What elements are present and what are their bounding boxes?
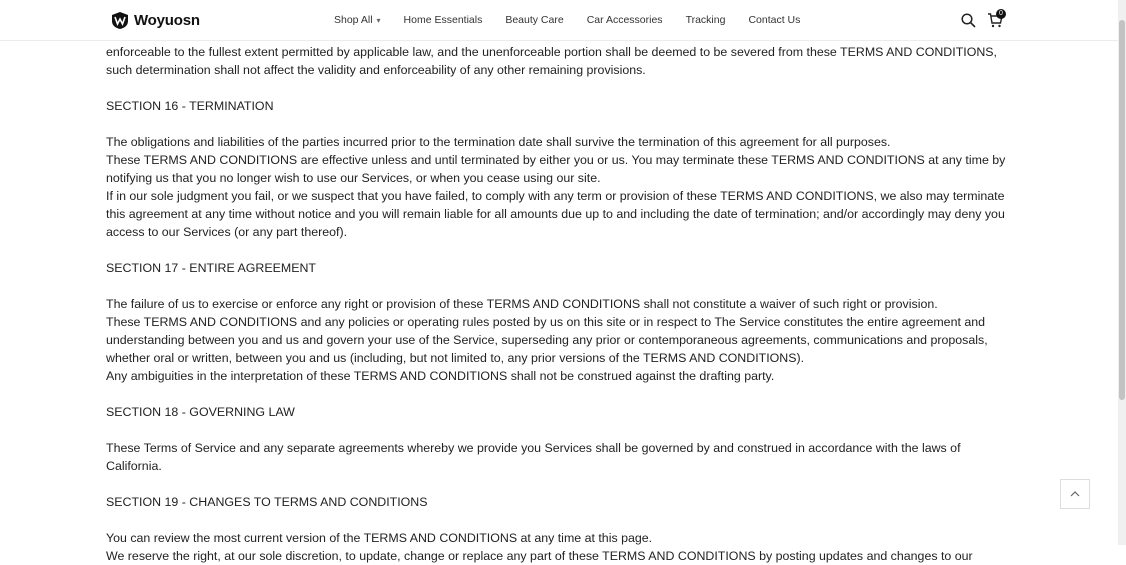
section-16-paragraph-3: If in our sole judgment you fail, or we suspect that you have failed, to comply with any term or provision of these TERMS AND CONDITIONS, we also may terminate this agreement at any time without notice and you will remain liable for all amounts due up to and including the date of termination; and/or accordingly may deny you access to our Services (or any part thereof). (106, 189, 1005, 239)
section-17-paragraph-3: Any ambiguities in the interpretation of these TERMS AND CONDITIONS shall not be construed against the drafting party. (106, 369, 775, 383)
section-16-paragraph-1: The obligations and liabilities of the parties incurred prior to the termination date shall survive the termination of this agreement for all purposes. (106, 135, 891, 149)
section-17-paragraph-1: The failure of us to exercise or enforce any right or provision of these TERMS AND CONDITIONS shall not constitute a waiver of such right or provision. (106, 297, 938, 311)
nav-contact-us[interactable]: Contact Us (748, 14, 801, 26)
severability-paragraph: enforceable to the fullest extent permitted by applicable law, and the unenforceable portion shall be deemed to be severed from these TERMS AND CONDITIONS, such determination shall not affect the validity and enforceability of any other remaining provisions. (106, 45, 997, 77)
nav-shop-all[interactable]: Shop All ▾ (334, 14, 381, 26)
nav-home-essentials[interactable]: Home Essentials (403, 14, 483, 26)
nav-car-accessories[interactable]: Car Accessories (586, 14, 663, 26)
nav-tracking[interactable]: Tracking (685, 14, 726, 26)
chevron-down-icon: ▾ (376, 16, 381, 25)
main-nav (334, 14, 823, 26)
logo-text: Woyuosn (134, 11, 200, 29)
terms-content (106, 25, 1016, 565)
section-19-heading: SECTION 19 - CHANGES TO TERMS AND CONDITIONS (106, 495, 428, 509)
page-scrollbar[interactable] (1118, 0, 1126, 545)
section-19-paragraph-1: You can review the most current version of the TERMS AND CONDITIONS at any time at this page. (106, 531, 653, 545)
nav-beauty-care[interactable]: Beauty Care (505, 14, 564, 26)
site-header (0, 0, 1118, 41)
chevron-up-icon (1070, 491, 1080, 497)
section-16-heading: SECTION 16 - TERMINATION (106, 99, 274, 113)
section-18-paragraph-1: These Terms of Service and any separate agreements whereby we provide you Services shall be governed by and construed in accordance with the laws of California. (106, 441, 961, 473)
section-18-heading: SECTION 18 - GOVERNING LAW (106, 405, 295, 419)
section-17-heading: SECTION 17 - ENTIRE AGREEMENT (106, 261, 316, 275)
back-to-top-button[interactable] (1060, 479, 1090, 509)
search-icon (961, 13, 976, 28)
search-button[interactable] (961, 13, 976, 33)
cart-count-badge: 0 (996, 9, 1006, 19)
logo-icon (110, 10, 130, 30)
section-17-paragraph-2: These TERMS AND CONDITIONS and any policies or operating rules posted by us on this site or in respect to The Service constitutes the entire agreement and understanding between you and us and govern your use of the Service, superseding any prior or contemporaneous agreements, communications and proposals, whether oral or written, between you and us (including, but not limited to, any prior versions of the TERMS AND CONDITIONS). (106, 315, 988, 365)
section-16-paragraph-2: These TERMS AND CONDITIONS are effective unless and until terminated by either you or us. You may terminate these TERMS AND CONDITIONS at any time by notifying us that you no longer wish to use our Services, or when you cease using our site. (106, 153, 1006, 185)
scrollbar-thumb[interactable] (1119, 20, 1125, 400)
logo[interactable] (110, 10, 200, 30)
section-19-paragraph-2: We reserve the right, at our sole discretion, to update, change or replace any part of these TERMS AND CONDITIONS by posting updates and changes to our (106, 549, 973, 563)
